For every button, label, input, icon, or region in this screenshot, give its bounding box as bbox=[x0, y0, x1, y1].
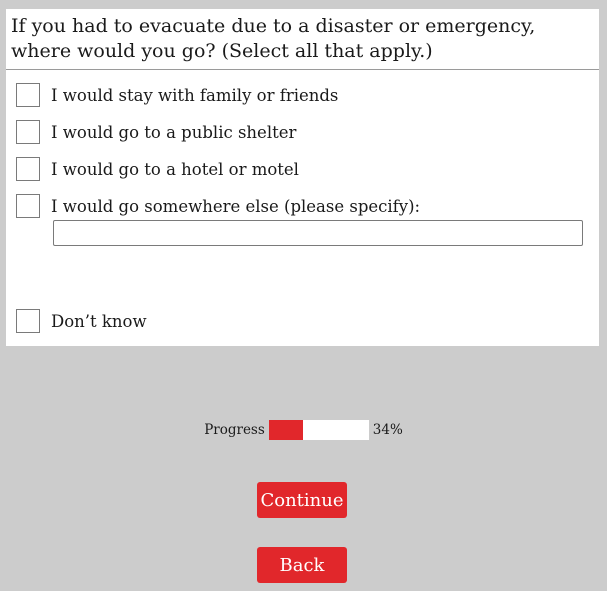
question-card bbox=[6, 9, 599, 346]
specify-input[interactable] bbox=[53, 220, 583, 246]
progress-fill bbox=[269, 420, 303, 440]
checkbox-family-friends[interactable] bbox=[16, 83, 40, 107]
option-family-friends[interactable] bbox=[16, 82, 338, 108]
checkbox-hotel-motel[interactable] bbox=[16, 157, 40, 181]
checkbox-dont-know[interactable] bbox=[16, 309, 40, 333]
progress-percent: 34% bbox=[372, 422, 403, 438]
progress-label: Progress bbox=[204, 422, 265, 438]
question-text: If you had to evacuate due to a disaster or emergency, where would you go? (Select all that apply.) bbox=[11, 15, 536, 62]
option-label: I would go to a public shelter bbox=[51, 122, 297, 142]
option-label: I would go to a hotel or motel bbox=[51, 159, 299, 179]
continue-button[interactable]: Continue bbox=[257, 482, 347, 518]
option-somewhere-else[interactable] bbox=[16, 193, 420, 219]
option-label: Don’t know bbox=[51, 311, 147, 331]
progress-track bbox=[269, 420, 369, 440]
checkbox-public-shelter[interactable] bbox=[16, 120, 40, 144]
checkbox-somewhere-else[interactable] bbox=[16, 194, 40, 218]
option-label: I would stay with family or friends bbox=[51, 85, 339, 105]
option-label: I would go somewhere else (please specify): bbox=[51, 196, 421, 216]
progress-indicator bbox=[0, 420, 607, 440]
option-public-shelter[interactable] bbox=[16, 119, 296, 145]
question-divider bbox=[6, 69, 599, 70]
back-button[interactable]: Back bbox=[257, 547, 347, 583]
option-dont-know[interactable] bbox=[16, 308, 147, 334]
option-hotel-motel[interactable] bbox=[16, 156, 299, 182]
